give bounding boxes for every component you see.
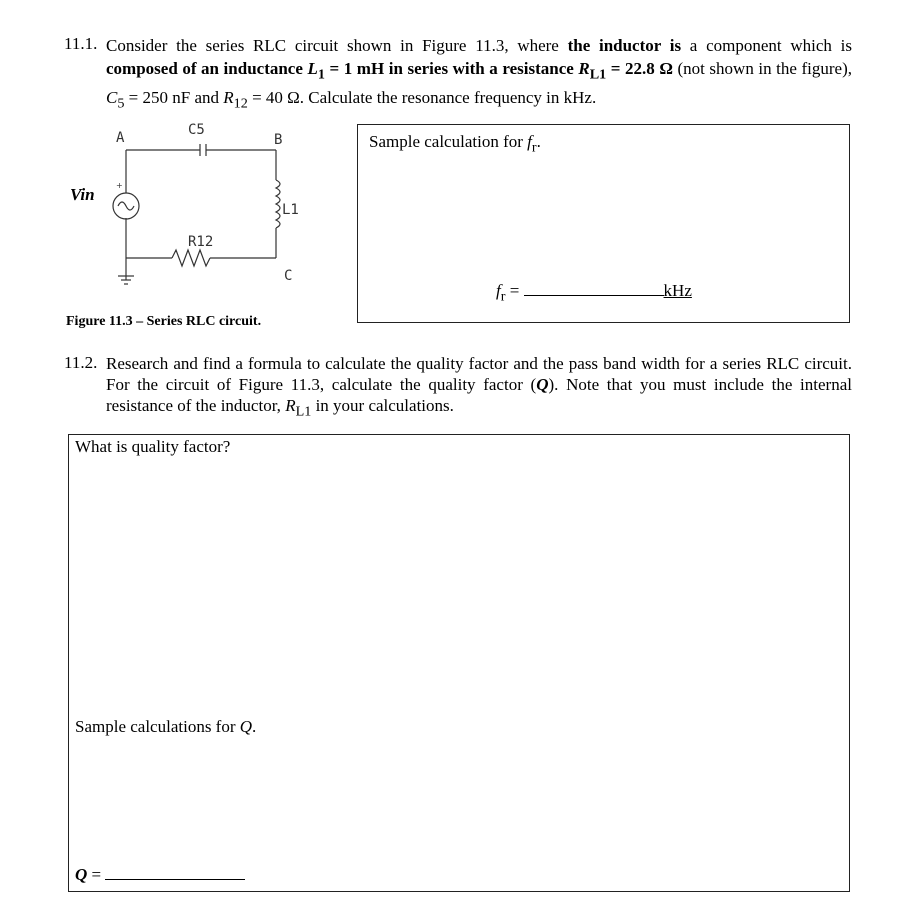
box1-answer-subscript: r [500,288,506,305]
q2-resistance-symbol: R [285,396,296,415]
box1-prompt-text: Sample calculation for [369,132,528,151]
resistor-zigzag [172,250,210,266]
box2-heading: What is quality factor? [75,437,231,456]
q1-bold-2-text: composed of an inductance [106,59,308,78]
box2-calc-text: Sample calculations for [75,717,240,736]
q1-bold-2-eq: = 1 mH in series with a resistance [324,59,579,78]
figure-caption: Figure 11.3 – Series RLC circuit. [66,314,262,329]
box1-answer-line [496,281,692,305]
inductance-subscript: 1 [317,66,325,83]
q1-text-2: a component which is [681,36,852,55]
resonance-answer-blank[interactable] [524,295,664,296]
box2-answer-line [75,865,245,885]
q2-resistance-subscript: L1 [295,403,312,420]
label-l1: L1 [282,202,299,218]
resistance-subscript: L1 [589,66,607,83]
box1-prompt [369,132,541,156]
answer-box-quality-factor[interactable] [68,434,850,892]
label-vin: Vin [70,185,95,204]
box2-calc-symbol: Q [239,717,253,736]
question-number-11-1: 11.1. [64,34,98,53]
label-a: A [116,130,125,146]
q1-bold-1: the inductor is [567,36,682,55]
resistance-symbol: R [578,59,590,78]
r12-subscript: 12 [233,95,248,112]
box2-answer-symbol: Q [75,865,88,884]
capacitance-symbol: C [106,88,118,108]
box2-calc-prompt [75,717,256,737]
label-c: C [284,268,293,284]
capacitance-subscript: 5 [117,95,125,112]
q1-bold-2 [106,59,673,83]
q2-text-1: Research and find a formula to calculate the quality factor and the pass band width for a series RLC circuit. For the circuit of Figure 11.3, calculate the quality factor ( [106,354,852,394]
label-r12: R12 [188,234,214,250]
box1-answer-eq: = [505,281,524,300]
box1-prompt-symbol: f [527,132,532,151]
q1-text-3: (not shown in the figure), [672,59,852,78]
box2-calc-period: . [252,717,257,736]
label-b: B [274,132,283,148]
quality-answer-blank[interactable] [105,879,245,880]
plus-mark: + [116,181,123,190]
r12-symbol: R [223,88,234,108]
sine-symbol [118,202,134,210]
q2-text-2: ). Note that you must include the internal resistance of the inductor, [106,375,852,415]
box2-answer-eq: = [87,865,106,884]
capacitance-value: = 250 nF and [124,88,224,108]
question-11-1-text [106,34,852,116]
inductor-coil [276,180,280,228]
question-number-11-2: 11.2. [64,353,98,372]
r12-value: = 40 Ω. Calculate the resonance frequency in kHz. [247,88,597,108]
q2-text-3: in your calculations. [311,396,454,415]
question-11-2-text [106,353,852,422]
q2-quality-symbol: Q [536,375,549,394]
q1-text-1: Consider the series RLC circuit shown in Figure 11.3, where [106,36,568,55]
answer-box-resonance[interactable] [357,124,850,323]
resistance-value: = 22.8 Ω [606,59,673,78]
label-c5: C5 [188,122,205,138]
box1-prompt-subscript: r [531,139,537,156]
box1-unit: kHz [663,281,692,300]
box1-prompt-period: . [536,132,541,151]
inductance-symbol: L [307,59,318,78]
box1-answer-symbol: f [496,281,501,300]
circuit-diagram [60,118,350,308]
